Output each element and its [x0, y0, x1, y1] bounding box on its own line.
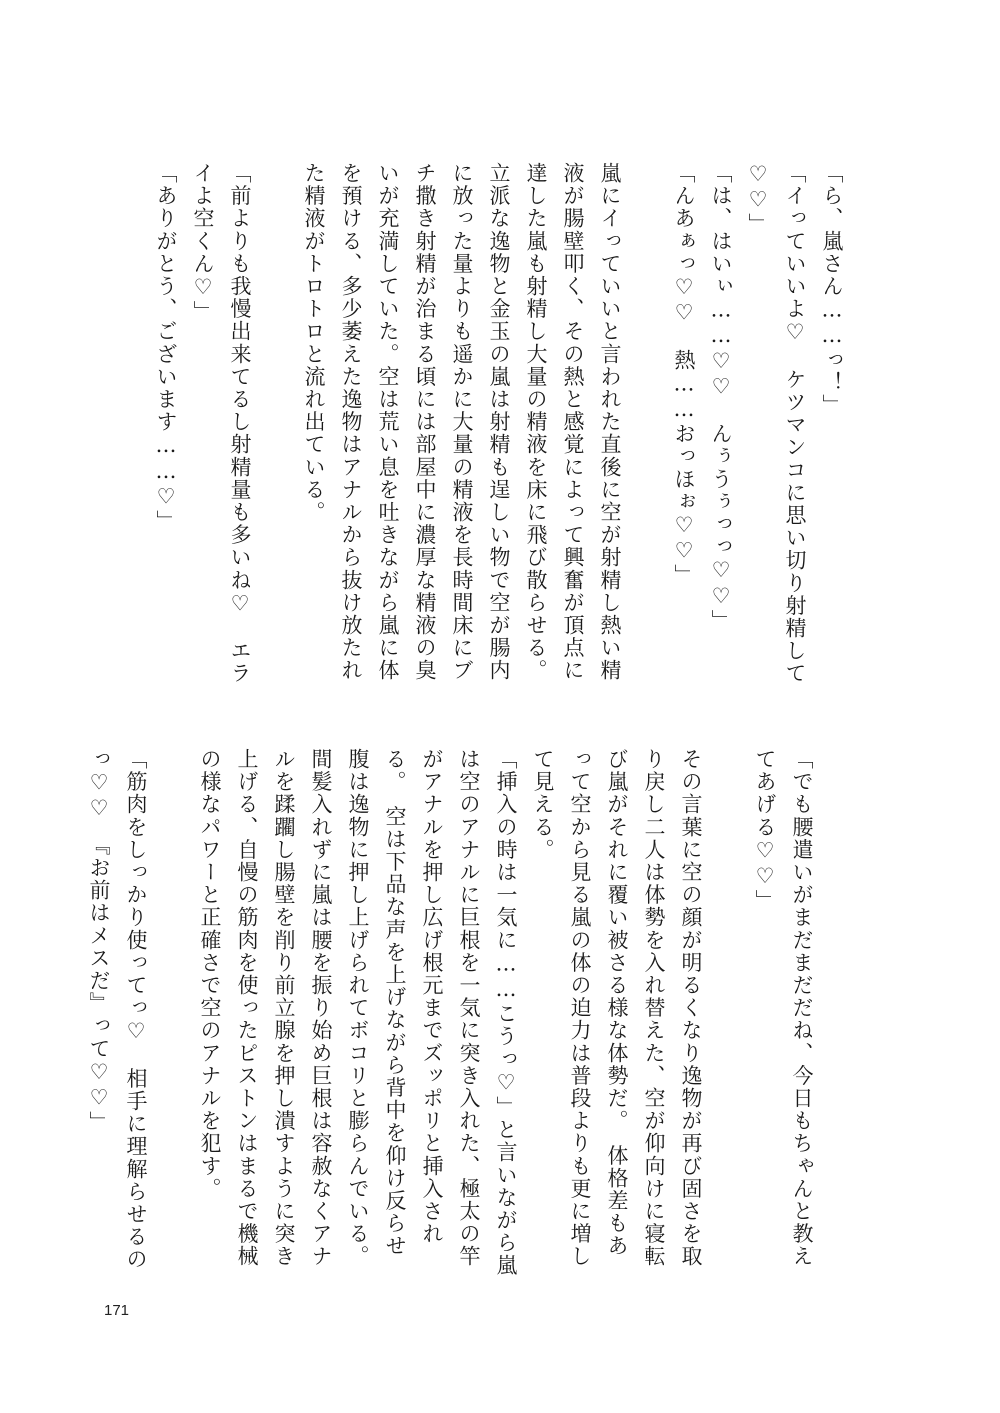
paragraph-gap	[154, 748, 191, 1278]
lower-text-block	[87, 748, 820, 1278]
paragraph-gap	[258, 162, 295, 702]
text-line: 「前よりも我慢出来てるし射精量も多いね♡ エライよ空くん♡」	[191, 162, 252, 685]
text-line: 「は、はいぃ……♡♡ んぅうぅっっ♡♡」	[709, 162, 733, 632]
text-line: 「ありがとう、ございます……♡」	[154, 162, 178, 533]
text-line: 「ら、嵐さん……っ！」	[820, 162, 844, 417]
narration-paragraph: その言葉に空の顔が明るくなり逸物が再び固さを取り戻し二人は体勢を入れ替えた、空が仰向けに寝転び嵐がそれに覆い被さる様な体勢だ。 体格差もあって空から見る嵐の体の迫力は普段よりも更に増して見える。	[531, 748, 703, 1268]
text-line: 「筋肉をしっかり使ってっ♡ 相手に理解らせるのっ♡♡ 『お前はメスだ』って♡♡」	[87, 748, 148, 1271]
text-line: 「んあぁっ♡♡ 熱……おっほぉ♡♡」	[672, 162, 696, 587]
text-line: 「イっていいよ♡ ケツマンコに思い切り射精して♡♡」	[746, 162, 807, 685]
narration-paragraph: 嵐にイっていいと言われた直後に空が射精し熱い精液が腸壁叩く、その熱と感覚によって興奮が頂点に達した嵐も射精し大量の精液を床に飛び散らせる。立派な逸物と金玉の嵐は射精も逞しい物で空が腸内に放った量よりも遥かに大量の精液を長時間床にブチ撒き射精が治まる頃には部屋中に濃厚な精液の臭いが充満していた。空は荒い息を吐きながら嵐に体を預ける、多少萎えた逸物はアナルから抜け放たれた精液がトロトロと流れ出ている。	[302, 162, 622, 682]
page-number: 171	[104, 1302, 130, 1319]
upper-text-block	[154, 162, 850, 702]
narration-paragraph: 「挿入の時は一気に……こうっ♡」と言いながら嵐は空のアナルに巨根を一気に突き入れた、極太の竿がアナルを押し広げ根元までズッポリと挿入される。 空は下品な声を上げながら背中を仰け反らせ腹は逸物に押し上げられてボコリと膨らんでいる。間髪入れずに嵐は腰を振り始め巨根は容赦なくアナルを蹂躙し腸壁を削り前立腺を押し潰すように突き上げる、自慢の筋肉を使ったピストンはまるで機械の様なパワーと正確さで空のアナルを犯す。	[198, 748, 518, 1277]
text-line: 「でも腰遣いがまだまだだね、今日もちゃんと教えてあげる♡♡」	[753, 748, 814, 1268]
paragraph-gap	[709, 748, 746, 1278]
paragraph-gap	[628, 162, 665, 702]
